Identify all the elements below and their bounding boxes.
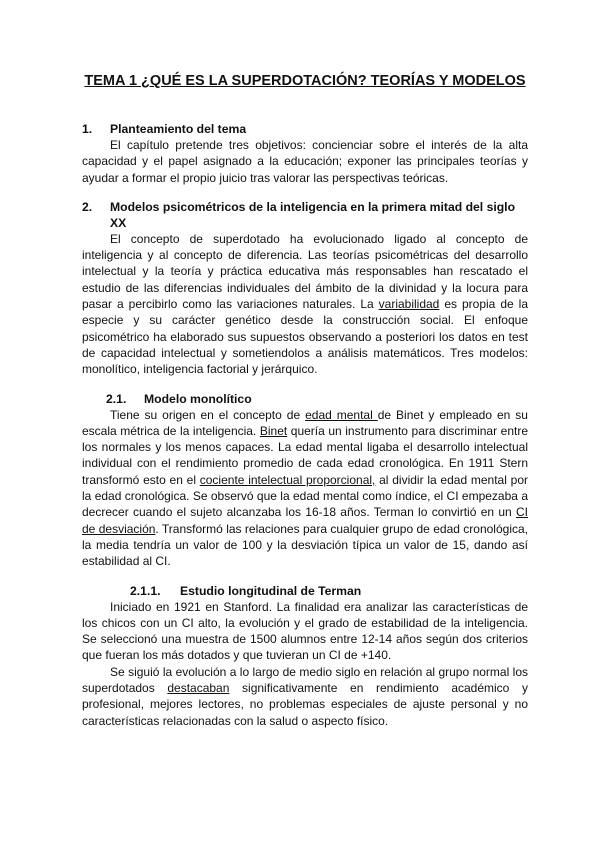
section-1-number: 1. (82, 122, 93, 136)
term-variabilidad: variabilidad (378, 297, 440, 312)
section-2-1-paragraph: Tiene su origen en el concepto de edad mental de Binet y empleado en su escala métrica de la inteligencia. Binet quería un instrumento para discriminar entre los normales y los menos capaces. La edad mental ligaba el desarrollo intelectual individual con el rendimiento promedio de cada edad cronológica. En 1911 Stern transformó esto en el cociente intelectual proporcional, al dividir la edad mental por la edad cronológica. Se observó que la edad mental como índice, el CI empezaba a decrecer cuando el sujeto alcanzaba los 16-18 años. Terman lo convirtió en un CI de desviación. Transformó las relaciones para cualquier grupo de edad cronológica, la media tendría un valor de 100 y la desviación típica un valor de 15, dando así estabilidad al CI. (82, 407, 529, 569)
term-ci-desviacion: CI de desviación (82, 505, 528, 536)
section-1-heading (82, 121, 528, 137)
section-2-number: 2. (82, 199, 93, 214)
section-2-1-title: Modelo monolítico (144, 391, 252, 406)
term-edad-mental: edad mental (305, 407, 378, 422)
section-2-title: Modelos psicométricos de la inteligencia en la primera mitad del siglo XX (110, 199, 516, 230)
section-2-1-1-heading (82, 583, 528, 599)
term-destacaban: destacaban (167, 681, 230, 696)
term-cociente-intelectual: cociente intelectual proporcional, (199, 472, 376, 487)
section-2-1-1-title: Estudio longitudinal de Terman (180, 583, 362, 598)
section-2-heading (82, 199, 528, 231)
section-2-1-1-paragraph-1: Iniciado en 1921 en Stanford. La finalidad era analizar las características de los chicos con un CI alto, la evolución y el grado de estabilidad de la inteligencia. Se seleccionó una muestra de 1500 alumnos entre 12-14 años según dos criterios que fueran los más dotados y que tuvieran un CI de +140. (82, 599, 528, 663)
section-2-paragraph: El concepto de superdotado ha evolucionado ligado al concepto de inteligencia y al concepto de diferencia. Las teorías psicométricas del desarrollo intelectual y la teoría y práctica educativa más responsables han rescatado el estudio de las diferencias individuales del ámbito de la divinidad y la locura para pasar a percibirlo como las variaciones naturales. La variabilidad es propia de la especie y su carácter genético desde la construcción social. El enfoque psicométrico ha elaborado sus supuestos observando a posteriori los datos en test de capacidad intelectual y sometiendolos a análisis matemáticos. Tres modelos: monolítico, inteligencia factorial y jerárquico. (82, 231, 528, 377)
document-title: TEMA 1 ¿QUÉ ES LA SUPERDOTACIÓN? TEORÍAS Y MODELOS (84, 73, 526, 89)
term-binet: Binet (259, 423, 288, 438)
section-1-title: Planteamiento del tema (110, 122, 247, 136)
section-2-1-1-number: 2.1.1. (130, 583, 161, 598)
section-2-1-heading (82, 391, 528, 407)
document-page (82, 70, 528, 729)
section-1-paragraph: El capítulo pretende tres objetivos: concienciar sobre el interés de la alta capacidad y el papel asignado a la educación; exponer las principales teorías y ayudar a formar el propio juicio tras valorar las perspectivas teóricas. (82, 138, 528, 185)
section-2-1-1-paragraph-2: Se siguió la evolución a lo largo de medio siglo en relación al grupo normal los superdotados destacaban significativamente en rendimiento académico y profesional, mejores lectores, no problemas especiales de ajuste personal y no características relacionadas con la salud o aspecto físico. (82, 664, 528, 728)
section-2-1-number: 2.1. (106, 391, 127, 406)
